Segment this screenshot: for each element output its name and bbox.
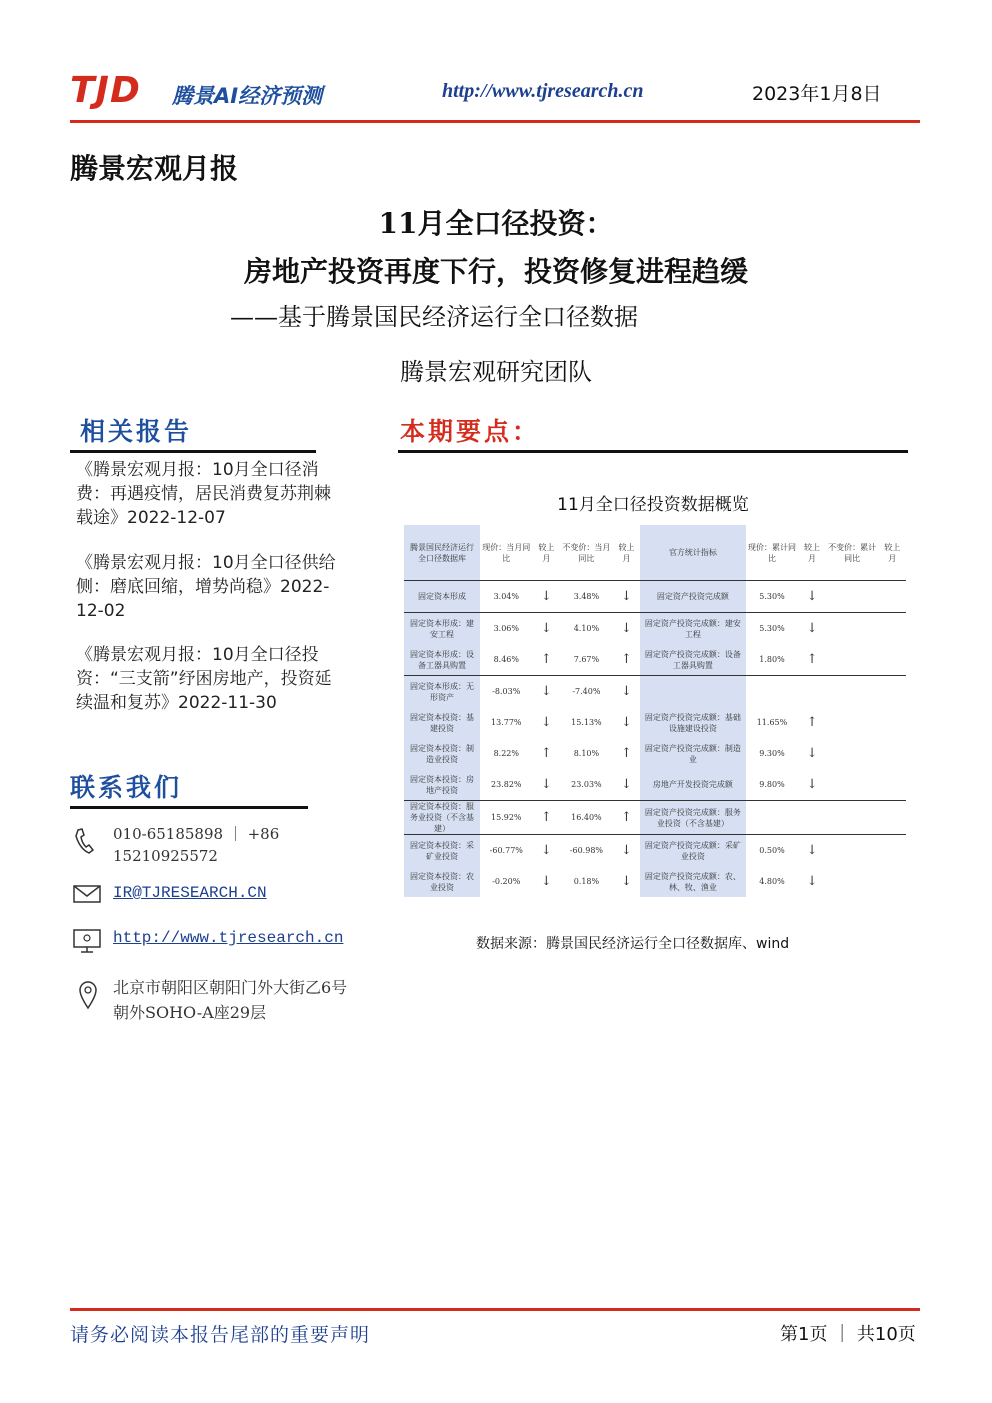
current-price-yoy-cell: 8.46% — [480, 644, 533, 676]
official-indicator-cell — [640, 676, 745, 708]
table-header-cell: 不变价：当月同比 — [560, 525, 613, 581]
change-arrow-icon: ↓ — [613, 769, 640, 801]
table-header-cell: 较上月 — [878, 525, 906, 581]
table-header-cell: 较上月 — [533, 525, 560, 581]
phone-icon — [72, 826, 100, 854]
tj-indicator-cell: 固定资本形成：设备工器具购置 — [404, 644, 480, 676]
report-title-line2: 房地产投资再度下行，投资修复进程趋缓 — [243, 255, 748, 288]
cumulative-yoy-cell: 5.30% — [759, 624, 785, 633]
table-header-cell: 现价：累计同比 — [746, 525, 799, 581]
change-arrow-icon — [878, 676, 906, 708]
tj-indicator-cell: 固定资本投资：农业投资 — [404, 866, 480, 897]
change-arrow-icon: ↑ — [798, 644, 825, 676]
change-arrow-icon: ↓ — [621, 715, 632, 730]
constant-price-yoy-cell: -60.98% — [569, 846, 604, 855]
change-arrow-icon: ↓ — [798, 769, 825, 801]
tj-indicator-cell: 固定资本投资：房地产投资 — [404, 769, 480, 801]
table-header-row — [404, 525, 906, 581]
report-title-line1: 11月全口径投资： — [378, 207, 614, 240]
constant-cumulative-cell — [826, 676, 879, 708]
official-indicator-cell: 固定资产投资完成额：服务业投资（不含基建） — [640, 801, 745, 835]
constant-price-yoy-cell: 0.18% — [573, 877, 600, 886]
change-arrow-icon: ↓ — [540, 621, 552, 636]
research-team: 腾景宏观研究团队 — [400, 358, 592, 386]
constant-cumulative-cell — [826, 738, 879, 769]
logo-tjd: TJD — [70, 70, 141, 111]
change-arrow-icon — [878, 644, 906, 676]
header-url[interactable]: http://www.tjresearch.cn — [442, 80, 644, 102]
page-number: 第1页 ｜ 共10页 — [780, 1324, 916, 1345]
change-arrow-icon: ↓ — [540, 874, 552, 889]
related-report-2[interactable]: 《腾景宏观月报：10月全口径供给侧：磨底回缩，增势尚稳》2022-12-02 — [76, 553, 336, 621]
constant-price-yoy-cell: 3.48% — [560, 581, 613, 613]
change-arrow-icon — [878, 769, 906, 801]
tj-indicator-cell: 固定资本投资：基建投资 — [404, 707, 480, 738]
change-arrow-icon: ↓ — [540, 684, 552, 699]
change-arrow-icon — [878, 738, 906, 769]
change-arrow-icon: ↓ — [621, 843, 632, 858]
official-indicator-cell: 固定资产投资完成额：农、林、牧、渔业 — [640, 866, 745, 897]
related-report-3[interactable]: 《腾景宏观月报：10月全口径投资：“三支箭”纾困房地产，投资延续温和复苏》2022-11-30 — [76, 645, 332, 713]
contact-divider — [70, 806, 308, 809]
report-date: 2023年1月8日 — [752, 83, 882, 105]
table-header-cell: 不变价：累计同比 — [826, 525, 879, 581]
contact-address: 北京市朝阳区朝阳门外大街乙6号朝外SOHO-A座29层 — [113, 978, 348, 1022]
change-arrow-icon — [878, 835, 906, 867]
change-arrow-icon: ↓ — [533, 769, 560, 801]
current-price-yoy-cell: 3.06% — [493, 624, 519, 633]
change-arrow-icon: ↓ — [806, 746, 818, 761]
constant-cumulative-cell — [826, 707, 879, 738]
official-indicator-cell: 固定资产投资完成额：制造业 — [640, 738, 745, 769]
cumulative-yoy-cell: 9.80% — [746, 769, 799, 801]
change-arrow-icon — [878, 581, 906, 613]
change-arrow-icon: ↓ — [540, 715, 552, 730]
table-header-cell: 较上月 — [613, 525, 640, 581]
monitor-icon — [73, 928, 101, 956]
constant-price-yoy-cell: 8.10% — [573, 749, 600, 758]
constant-cumulative-cell — [826, 581, 879, 613]
current-price-yoy-cell: 3.04% — [480, 581, 533, 613]
change-arrow-icon: ↓ — [621, 874, 632, 889]
related-report-1[interactable]: 《腾景宏观月报：10月全口径消费：再遇疫情，居民消费复苏荆棘载途》2022-12-07 — [76, 460, 331, 528]
table-row — [404, 801, 906, 835]
change-arrow-icon — [878, 707, 906, 738]
cumulative-yoy-cell: 9.30% — [759, 749, 785, 758]
official-indicator-cell: 房地产开发投资完成额 — [640, 769, 745, 801]
official-indicator-cell: 固定资产投资完成额：建安工程 — [640, 613, 745, 645]
change-arrow-icon — [878, 866, 906, 897]
constant-cumulative-cell — [826, 613, 879, 645]
constant-price-yoy-cell: 23.03% — [560, 769, 613, 801]
tj-indicator-cell: 固定资本形成：无形资产 — [404, 676, 480, 708]
change-arrow-icon: ↓ — [806, 843, 818, 858]
change-arrow-icon: ↓ — [540, 843, 552, 858]
overview-table-title: 11月全口径投资数据概览 — [557, 495, 749, 515]
location-pin-icon — [78, 980, 106, 1008]
contact-email[interactable]: IR@TJRESEARCH.CN — [113, 884, 267, 902]
table-row — [404, 707, 906, 738]
table-row — [404, 676, 906, 708]
change-arrow-icon: ↓ — [621, 621, 632, 636]
cumulative-yoy-cell: 4.80% — [759, 877, 785, 886]
constant-price-yoy-cell: 4.10% — [573, 624, 600, 633]
official-indicator-cell: 固定资产投资完成额 — [640, 581, 745, 613]
change-arrow-icon: ↑ — [806, 715, 818, 730]
cumulative-yoy-cell — [746, 676, 799, 708]
current-price-yoy-cell: 13.77% — [491, 718, 522, 727]
tj-indicator-cell: 固定资本投资：制造业投资 — [404, 738, 480, 769]
change-arrow-icon: ↑ — [621, 746, 632, 761]
table-header-cell: 较上月 — [798, 525, 825, 581]
tj-indicator-cell: 固定资本形成 — [404, 581, 480, 613]
current-price-yoy-cell: 23.82% — [480, 769, 533, 801]
related-reports-heading: 相关报告 — [80, 417, 193, 446]
report-subtitle: ——基于腾景国民经济运行全口径数据 — [230, 303, 638, 331]
change-arrow-icon: ↑ — [533, 801, 560, 835]
table-row — [404, 769, 906, 801]
table-row — [404, 613, 906, 645]
current-price-yoy-cell: 8.22% — [493, 749, 519, 758]
key-points-heading: 本期要点： — [400, 417, 541, 446]
contact-phone: 010-65185898 ｜ +86 15210925572 — [113, 825, 280, 865]
constant-cumulative-cell — [826, 644, 879, 676]
change-arrow-icon: ↓ — [806, 621, 818, 636]
constant-cumulative-cell — [826, 769, 879, 801]
change-arrow-icon — [798, 801, 825, 835]
constant-price-yoy-cell: -7.40% — [572, 687, 601, 696]
cumulative-yoy-cell: 1.80% — [746, 644, 799, 676]
table-row — [404, 738, 906, 769]
current-price-yoy-cell: 15.92% — [480, 801, 533, 835]
current-price-yoy-cell: -60.77% — [489, 846, 523, 855]
current-price-yoy-cell: -0.20% — [492, 877, 521, 886]
footer-divider — [70, 1308, 920, 1311]
mail-icon — [73, 884, 101, 912]
table-row — [404, 835, 906, 867]
change-arrow-icon: ↓ — [533, 581, 560, 613]
contact-heading: 联系我们 — [70, 773, 183, 802]
related-divider — [70, 450, 316, 453]
change-arrow-icon — [878, 613, 906, 645]
tj-indicator-cell: 固定资本形成：建安工程 — [404, 613, 480, 645]
data-source: 数据来源：腾景国民经济运行全口径数据库、wind — [476, 936, 790, 952]
change-arrow-icon: ↓ — [621, 684, 632, 699]
change-arrow-icon: ↑ — [540, 746, 552, 761]
table-row — [404, 581, 906, 613]
constant-price-yoy-cell: 16.40% — [560, 801, 613, 835]
constant-price-yoy-cell: 7.67% — [560, 644, 613, 676]
constant-cumulative-cell — [826, 801, 879, 835]
change-arrow-icon — [798, 676, 825, 708]
change-arrow-icon: ↑ — [533, 644, 560, 676]
change-arrow-icon: ↑ — [613, 644, 640, 676]
constant-price-yoy-cell: 15.13% — [571, 718, 602, 727]
header-divider — [70, 120, 920, 123]
official-indicator-cell: 固定资产投资完成额：采矿业投资 — [640, 835, 745, 867]
table-row — [404, 644, 906, 676]
footer-disclaimer: 请务必阅读本报告尾部的重要声明 — [70, 1324, 371, 1346]
tj-indicator-cell: 固定资本投资：采矿业投资 — [404, 835, 480, 867]
table-header-cell: 现价：当月同比 — [480, 525, 533, 581]
table-header-cell: 官方统计指标 — [640, 525, 745, 581]
contact-website[interactable]: http://www.tjresearch.cn — [113, 929, 344, 947]
cumulative-yoy-cell: 11.65% — [756, 718, 788, 727]
table-row — [404, 866, 906, 897]
change-arrow-icon: ↑ — [613, 801, 640, 835]
change-arrow-icon — [878, 801, 906, 835]
constant-cumulative-cell — [826, 866, 879, 897]
cumulative-yoy-cell: 0.50% — [759, 846, 785, 855]
change-arrow-icon: ↓ — [806, 874, 818, 889]
series-title: 腾景宏观月报 — [70, 152, 239, 185]
official-indicator-cell: 固定资产投资完成额：设备工器具购置 — [640, 644, 745, 676]
cumulative-yoy-cell: 5.30% — [746, 581, 799, 613]
official-indicator-cell: 固定资产投资完成额：基础设施建设投资 — [640, 707, 745, 738]
overview-table — [404, 525, 906, 897]
change-arrow-icon: ↓ — [798, 581, 825, 613]
change-arrow-icon: ↓ — [613, 581, 640, 613]
current-price-yoy-cell: -8.03% — [492, 687, 521, 696]
table-header-cell: 腾景国民经济运行全口径数据库 — [404, 525, 480, 581]
key-points-divider — [398, 450, 908, 453]
tj-indicator-cell: 固定资本投资：服务业投资（不含基建） — [404, 801, 480, 835]
constant-cumulative-cell — [826, 835, 879, 867]
logo-name: 腾景AI经济预测 — [172, 84, 323, 108]
cumulative-yoy-cell — [746, 801, 799, 835]
